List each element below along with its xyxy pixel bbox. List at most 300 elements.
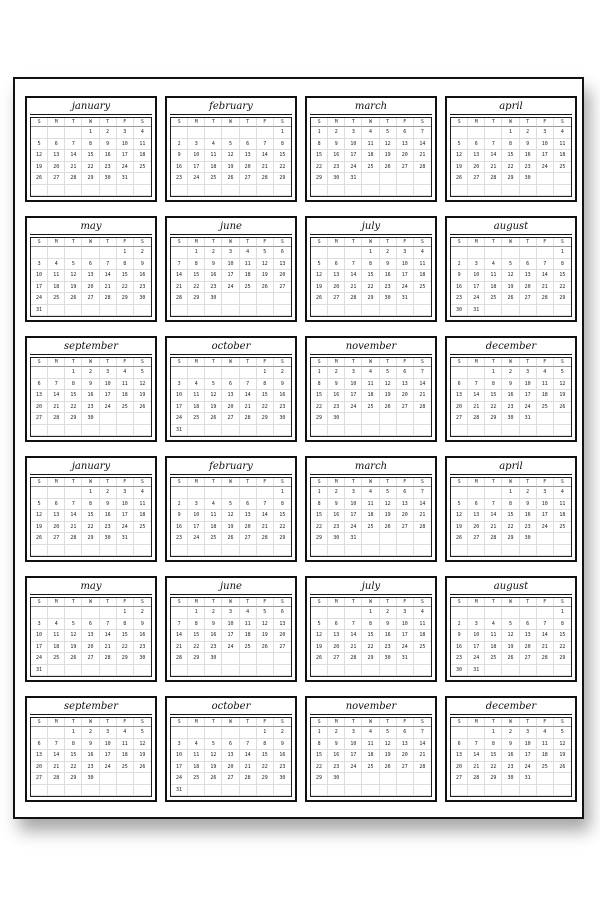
day-cell: 8 (274, 499, 291, 511)
day-cell: 5 (451, 499, 468, 511)
day-cell: 5 (380, 127, 397, 139)
weekday-header: S (274, 478, 291, 487)
day-cell: 4 (240, 607, 257, 619)
day-cell: 21 (537, 642, 554, 654)
day-cell: 24 (31, 653, 48, 665)
day-cell: 28 (414, 762, 431, 774)
day-cell (537, 773, 554, 785)
day-cell: 7 (414, 367, 431, 379)
month-card (445, 696, 577, 802)
day-cell (397, 533, 414, 545)
weekday-header: W (362, 358, 379, 367)
day-cell: 13 (82, 270, 99, 282)
day-cell: 26 (380, 162, 397, 174)
day-cell: 20 (397, 510, 414, 522)
day-cell: 7 (240, 379, 257, 391)
month-calendar-table (450, 597, 572, 677)
weekday-header: T (65, 478, 82, 487)
day-cell: 7 (345, 259, 362, 271)
weekday-header: M (468, 478, 485, 487)
weekday-header: T (100, 358, 117, 367)
day-cell (171, 127, 188, 139)
weekday-header: T (345, 238, 362, 247)
day-cell: 12 (65, 270, 82, 282)
day-cell: 4 (240, 247, 257, 259)
day-cell: 24 (222, 282, 239, 294)
day-cell: 8 (82, 499, 99, 511)
day-cell: 11 (554, 139, 571, 151)
day-cell: 16 (205, 270, 222, 282)
day-cell: 21 (100, 282, 117, 294)
day-cell (554, 773, 571, 785)
day-cell: 22 (554, 282, 571, 294)
day-cell (311, 305, 328, 317)
day-cell: 16 (502, 390, 519, 402)
weekday-header: S (451, 598, 468, 607)
day-cell: 15 (485, 750, 502, 762)
weekday-header: T (100, 118, 117, 127)
weekday-header: M (468, 238, 485, 247)
weekday-header: T (345, 478, 362, 487)
day-cell: 27 (240, 173, 257, 185)
weekday-header: S (274, 118, 291, 127)
day-cell: 25 (240, 642, 257, 654)
month-title: august (450, 220, 572, 235)
day-cell: 18 (134, 150, 151, 162)
day-cell: 20 (397, 390, 414, 402)
day-cell (205, 665, 222, 677)
weekday-header: F (397, 358, 414, 367)
day-cell (65, 425, 82, 437)
day-cell: 10 (345, 499, 362, 511)
day-cell: 25 (537, 762, 554, 774)
day-cell: 18 (362, 510, 379, 522)
day-cell (100, 665, 117, 677)
day-cell: 6 (222, 739, 239, 751)
day-cell: 4 (205, 139, 222, 151)
day-cell (31, 607, 48, 619)
day-cell: 7 (65, 139, 82, 151)
weekday-header: T (380, 478, 397, 487)
weekday-header: M (188, 118, 205, 127)
day-cell (188, 487, 205, 499)
day-cell (134, 773, 151, 785)
day-cell: 23 (205, 642, 222, 654)
day-cell: 12 (380, 379, 397, 391)
day-cell (222, 727, 239, 739)
weekday-header: F (537, 118, 554, 127)
day-cell (48, 425, 65, 437)
day-cell (468, 545, 485, 557)
weekday-header: S (31, 238, 48, 247)
month-card (305, 336, 437, 442)
day-cell: 16 (328, 510, 345, 522)
weekday-header: M (188, 238, 205, 247)
month-title: november (310, 340, 432, 355)
day-cell: 4 (485, 259, 502, 271)
day-cell: 6 (48, 139, 65, 151)
day-cell: 14 (468, 390, 485, 402)
day-cell: 21 (414, 390, 431, 402)
day-cell: 17 (188, 522, 205, 534)
day-cell: 2 (328, 367, 345, 379)
day-cell: 23 (502, 762, 519, 774)
day-cell (520, 425, 537, 437)
day-cell (205, 367, 222, 379)
day-cell (188, 785, 205, 797)
day-cell (502, 425, 519, 437)
day-cell: 26 (257, 282, 274, 294)
day-cell: 16 (171, 522, 188, 534)
day-cell (257, 127, 274, 139)
day-cell: 3 (100, 727, 117, 739)
day-cell (65, 305, 82, 317)
month-title: november (310, 700, 432, 715)
day-cell (485, 185, 502, 197)
day-cell: 8 (311, 379, 328, 391)
weekday-header: T (380, 238, 397, 247)
day-cell: 18 (537, 750, 554, 762)
day-cell: 2 (502, 727, 519, 739)
day-cell: 13 (274, 619, 291, 631)
day-cell: 6 (397, 127, 414, 139)
day-cell: 14 (240, 390, 257, 402)
day-cell: 17 (345, 150, 362, 162)
day-cell: 3 (31, 619, 48, 631)
day-cell: 5 (257, 247, 274, 259)
day-cell: 27 (31, 413, 48, 425)
weekday-header: T (205, 238, 222, 247)
day-cell: 7 (537, 259, 554, 271)
day-cell: 7 (485, 499, 502, 511)
day-cell: 24 (397, 282, 414, 294)
day-cell (240, 127, 257, 139)
day-cell: 22 (65, 402, 82, 414)
day-cell: 22 (502, 522, 519, 534)
day-cell: 23 (502, 402, 519, 414)
day-cell: 12 (222, 510, 239, 522)
day-cell: 17 (397, 270, 414, 282)
day-cell: 24 (188, 533, 205, 545)
day-cell: 19 (65, 282, 82, 294)
day-cell: 21 (65, 522, 82, 534)
day-cell: 20 (274, 270, 291, 282)
weekday-header: M (188, 598, 205, 607)
day-cell: 30 (205, 653, 222, 665)
weekday-header: S (31, 718, 48, 727)
weekday-header: F (537, 238, 554, 247)
day-cell (100, 607, 117, 619)
day-cell (171, 247, 188, 259)
day-cell: 17 (222, 630, 239, 642)
day-cell: 30 (134, 653, 151, 665)
day-cell: 9 (171, 510, 188, 522)
day-cell: 11 (240, 259, 257, 271)
weekday-header: S (134, 238, 151, 247)
weekday-header: S (274, 598, 291, 607)
day-cell (537, 533, 554, 545)
weekday-header: T (100, 478, 117, 487)
day-cell: 21 (468, 402, 485, 414)
day-cell: 13 (468, 150, 485, 162)
weekday-header: S (134, 478, 151, 487)
day-cell: 24 (188, 173, 205, 185)
day-cell: 17 (117, 510, 134, 522)
day-cell (414, 773, 431, 785)
day-cell (554, 305, 571, 317)
day-cell (257, 545, 274, 557)
day-cell: 31 (397, 653, 414, 665)
day-cell: 6 (48, 499, 65, 511)
day-cell (274, 293, 291, 305)
day-cell (100, 247, 117, 259)
day-cell: 25 (48, 653, 65, 665)
day-cell: 19 (554, 390, 571, 402)
day-cell: 29 (502, 173, 519, 185)
day-cell: 29 (485, 773, 502, 785)
weekday-header: W (82, 358, 99, 367)
day-cell: 10 (222, 259, 239, 271)
day-cell (274, 653, 291, 665)
day-cell: 11 (362, 139, 379, 151)
day-cell: 3 (171, 739, 188, 751)
weekday-header: M (328, 118, 345, 127)
day-cell: 11 (134, 499, 151, 511)
day-cell: 30 (100, 533, 117, 545)
day-cell: 29 (311, 533, 328, 545)
day-cell: 16 (328, 750, 345, 762)
day-cell (502, 305, 519, 317)
day-cell (188, 665, 205, 677)
day-cell: 20 (397, 750, 414, 762)
month-grid (25, 96, 577, 802)
day-cell (520, 305, 537, 317)
month-title: september (30, 700, 152, 715)
day-cell: 18 (362, 750, 379, 762)
day-cell: 4 (554, 487, 571, 499)
day-cell: 22 (362, 282, 379, 294)
day-cell (117, 185, 134, 197)
day-cell (537, 173, 554, 185)
day-cell (205, 727, 222, 739)
day-cell: 18 (188, 762, 205, 774)
month-card (25, 216, 157, 322)
day-cell: 3 (345, 127, 362, 139)
day-cell: 4 (362, 487, 379, 499)
weekday-header: S (171, 118, 188, 127)
day-cell: 11 (485, 630, 502, 642)
day-cell: 26 (311, 293, 328, 305)
day-cell: 5 (222, 499, 239, 511)
day-cell (451, 785, 468, 797)
day-cell (380, 413, 397, 425)
weekday-header: W (362, 118, 379, 127)
month-title: may (30, 220, 152, 235)
day-cell: 4 (48, 259, 65, 271)
day-cell (485, 545, 502, 557)
day-cell: 26 (134, 402, 151, 414)
day-cell: 31 (520, 773, 537, 785)
month-card (305, 576, 437, 682)
weekday-header: T (485, 718, 502, 727)
day-cell: 20 (222, 762, 239, 774)
day-cell: 10 (188, 150, 205, 162)
day-cell: 28 (468, 773, 485, 785)
day-cell: 15 (117, 270, 134, 282)
day-cell: 19 (502, 282, 519, 294)
day-cell: 23 (451, 653, 468, 665)
weekday-header: W (502, 358, 519, 367)
day-cell: 4 (414, 607, 431, 619)
day-cell: 28 (100, 293, 117, 305)
day-cell: 10 (345, 139, 362, 151)
day-cell: 30 (380, 293, 397, 305)
day-cell: 28 (485, 173, 502, 185)
month-card (445, 456, 577, 562)
day-cell: 9 (520, 499, 537, 511)
day-cell (468, 127, 485, 139)
month-title: april (450, 460, 572, 475)
day-cell: 7 (257, 499, 274, 511)
day-cell: 13 (274, 259, 291, 271)
day-cell: 7 (171, 259, 188, 271)
day-cell: 19 (134, 750, 151, 762)
day-cell: 27 (328, 293, 345, 305)
day-cell: 25 (134, 162, 151, 174)
day-cell: 21 (48, 402, 65, 414)
day-cell: 15 (554, 630, 571, 642)
weekday-header: W (222, 358, 239, 367)
day-cell: 5 (554, 367, 571, 379)
weekday-header: S (134, 358, 151, 367)
day-cell: 20 (222, 402, 239, 414)
day-cell: 27 (222, 413, 239, 425)
day-cell (240, 665, 257, 677)
day-cell: 3 (188, 139, 205, 151)
day-cell: 7 (65, 499, 82, 511)
day-cell: 15 (65, 750, 82, 762)
day-cell: 7 (414, 727, 431, 739)
day-cell: 12 (257, 259, 274, 271)
day-cell (274, 425, 291, 437)
month-title: october (170, 700, 292, 715)
weekday-header: M (188, 358, 205, 367)
day-cell: 27 (222, 773, 239, 785)
month-calendar-table (450, 117, 572, 197)
day-cell (257, 487, 274, 499)
weekday-header: S (311, 358, 328, 367)
day-cell: 18 (414, 630, 431, 642)
month-card (445, 216, 577, 322)
weekday-header: W (222, 598, 239, 607)
day-cell: 4 (205, 499, 222, 511)
day-cell: 23 (274, 402, 291, 414)
day-cell: 1 (274, 127, 291, 139)
day-cell: 4 (362, 367, 379, 379)
day-cell (328, 305, 345, 317)
day-cell (274, 665, 291, 677)
day-cell: 7 (48, 379, 65, 391)
day-cell (414, 293, 431, 305)
day-cell (134, 545, 151, 557)
day-cell: 3 (345, 727, 362, 739)
day-cell (100, 425, 117, 437)
day-cell (205, 185, 222, 197)
day-cell (468, 367, 485, 379)
day-cell (380, 665, 397, 677)
day-cell: 25 (188, 773, 205, 785)
day-cell: 9 (134, 259, 151, 271)
day-cell: 3 (100, 367, 117, 379)
month-title: may (30, 580, 152, 595)
day-cell: 15 (188, 270, 205, 282)
day-cell: 14 (414, 499, 431, 511)
day-cell (65, 665, 82, 677)
day-cell: 28 (48, 773, 65, 785)
day-cell (362, 545, 379, 557)
weekday-header: F (397, 718, 414, 727)
day-cell: 4 (485, 619, 502, 631)
weekday-header: T (345, 358, 362, 367)
day-cell: 20 (240, 522, 257, 534)
day-cell: 15 (362, 630, 379, 642)
day-cell: 18 (134, 510, 151, 522)
weekday-header: M (328, 478, 345, 487)
weekday-header: S (134, 598, 151, 607)
day-cell: 5 (311, 259, 328, 271)
day-cell: 11 (205, 150, 222, 162)
day-cell: 10 (171, 390, 188, 402)
day-cell: 29 (274, 173, 291, 185)
day-cell (537, 305, 554, 317)
day-cell: 11 (414, 259, 431, 271)
month-calendar-table (30, 477, 152, 557)
weekday-header: F (117, 118, 134, 127)
day-cell: 30 (82, 773, 99, 785)
day-cell: 7 (468, 379, 485, 391)
day-cell: 22 (65, 762, 82, 774)
day-cell: 27 (397, 522, 414, 534)
day-cell: 22 (311, 402, 328, 414)
day-cell: 1 (554, 607, 571, 619)
day-cell: 5 (31, 139, 48, 151)
day-cell (537, 185, 554, 197)
day-cell: 14 (100, 270, 117, 282)
month-calendar-table (310, 717, 432, 797)
day-cell: 13 (328, 630, 345, 642)
day-cell (537, 665, 554, 677)
day-cell: 16 (451, 642, 468, 654)
day-cell: 16 (451, 282, 468, 294)
day-cell (468, 785, 485, 797)
weekday-header: W (222, 478, 239, 487)
day-cell: 24 (345, 402, 362, 414)
weekday-header: W (362, 238, 379, 247)
weekday-header: M (468, 718, 485, 727)
weekday-header: M (48, 478, 65, 487)
month-card (165, 576, 297, 682)
day-cell: 29 (502, 533, 519, 545)
day-cell: 10 (468, 270, 485, 282)
day-cell: 12 (380, 739, 397, 751)
weekday-header: W (502, 238, 519, 247)
day-cell: 17 (468, 642, 485, 654)
day-cell (485, 425, 502, 437)
day-cell: 18 (485, 642, 502, 654)
weekday-header: M (48, 598, 65, 607)
day-cell: 27 (397, 402, 414, 414)
weekday-header: T (240, 718, 257, 727)
